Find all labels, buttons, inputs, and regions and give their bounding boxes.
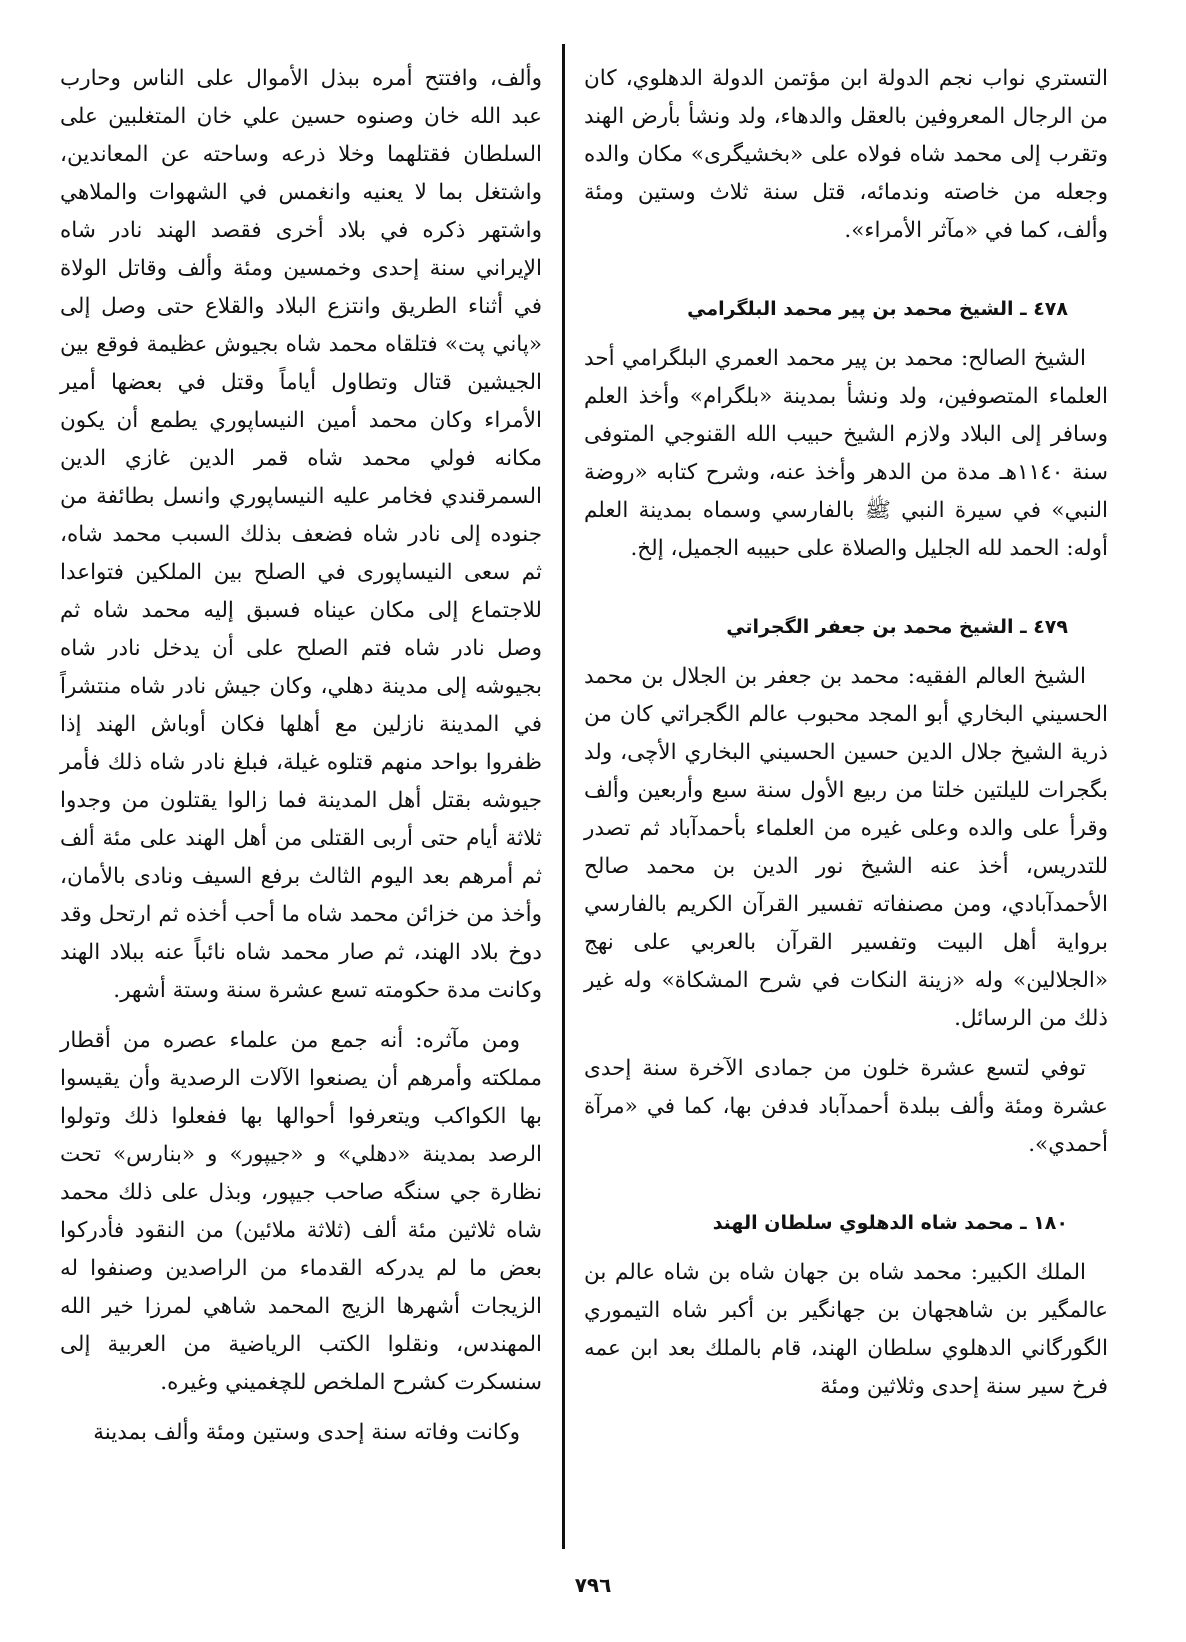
- entry-heading-478: ٤٧٨ ـ الشيخ محمد بن پير محمد البلگرامي: [687, 298, 1068, 320]
- entry-480-paragraph: الملك الكبير: محمد شاه بن جهان شاه بن شاه عالم بن عالمگير بن شاهجهان بن جهانگير بن أكبر شاه التيموري الگورگاني الدهلوي سلطان الهند، قام بالملك بعد ابن عمه فرخ سير سنة إحدى وثلاثين ومئة: [584, 1260, 1108, 1399]
- entry-478-paragraph: الشيخ الصالح: محمد بن پير محمد العمري البلگرامي أحد العلماء المتصوفين، ولد ونشأ بمدينة «بلگرام» وأخذ العلم وسافر إلى البلاد ولازم الشيخ حبيب الله القنوجي المتوفى سنة ١١٤٠هـ مدة من الدهر وأخذ عنه، وشرح كتابه «روضة النبي» في سيرة النبي ﷺ بالفارسي وسماه بمدينة العلم أوله: الحمد لله الجليل والصلاة على حبيبه الجميل، إلخ.: [584, 346, 1108, 561]
- entry-479-paragraph-1: الشيخ العالم الفقيه: محمد بن جعفر بن الجلال بن محمد الحسيني البخاري أبو المجد محبوب عالم الگجراتي كان من ذرية الشيخ جلال الدين حسين الحسيني البخاري الأچى، ولد بگجرات لليلتين خلتا من ربيع الأول سنة سبع وأربعين وألف وقرأ على والده وعلى غيره من العلماء بأحمدآباد ثم تصدر للتدريس، أخذ عنه الشيخ نور الدين بن محمد صالح الأحمدآبادي، ومن مصنفاته تفسير القرآن الكريم بالفارسي برواية أهل البيت وتفسير القرآن بالعربي على نهج «الجلالين» وله «زينة النكات في شرح المشكاة» وله غير ذلك من الرسائل.: [584, 664, 1108, 1031]
- column-divider: [562, 44, 565, 1549]
- entry-heading-479: ٤٧٩ ـ الشيخ محمد بن جعفر الگجراتي: [726, 616, 1068, 638]
- entry-479-paragraph-2: توفي لتسع عشرة خلون من جمادى الآخرة سنة إحدى عشرة ومئة وألف ببلدة أحمدآباد فدفن بها، كما في «مرآة أحمدي».: [584, 1056, 1108, 1157]
- left-paragraph-3: وكانت وفاته سنة إحدى وستين ومئة وألف بمدينة: [93, 1420, 520, 1445]
- left-paragraph-2: ومن مآثره: أنه جمع من علماء عصره من أقطار مملكته وأمرهم أن يصنعوا الآلات الرصدية وأن يقيسوا بها الكواكب ويتعرفوا أحوالها بها ففعلوا ذلك وتولوا الرصد بمدينة «دهلي» و «جيپور» و «بنارس» تحت نظارة جي سنگه صاحب جيپور، وبذل على ذلك محمد شاه ثلاثين مئة ألف (ثلاثة ملائين) من النقود فأدركوا بعض ما لم يدركه القدماء من الراصدين وصنفوا له الزيجات أشهرها الزيج المحمد شاهي لمرزا خير الله المهندس، ونقلوا الكتب الرياضية من العربية إلى سنسكرت كشرح الملخص للچغميني وغيره.: [60, 1028, 542, 1395]
- intro-paragraph: التستري نواب نجم الدولة ابن مؤتمن الدولة الدهلوي، كان من الرجال المعروفين بالعقل والدهاء، ولد ونشأ بأرض الهند وتقرب إلى محمد شاه فولاه على «بخشيگرى» مكان والده وجعله من خاصته وندمائه، قتل سنة ثلاث وستين ومئة وألف، كما في «مآثر الأمراء».: [584, 66, 1108, 243]
- left-paragraph-1: وألف، وافتتح أمره ببذل الأموال على الناس وحارب عبد الله خان وصنوه حسين علي خان المتغلبين على السلطان فقتلهما وخلا ذرعه وساحته عن المعاندين، واشتغل بما لا يعنيه وانغمس في الشهوات والملاهي واشتهر ذكره في بلاد أخرى فقصد الهند نادر شاه الإيراني سنة إحدى وخمسين ومئة وألف وقاتل الولاة في أثناء الطريق وانتزع البلاد والقلاع حتى وصل إلى «پاني پت» فتلقاه محمد شاه بجيوش عظيمة فوقع بين الجيشين قتال وتطاول أياماً وقتل في بعضها أمير الأمراء وكان محمد أمين النيساپوري يطمع أن يكون مكانه فولي محمد شاه قمر الدين غازي الدين السمرقندي فخامر عليه النيساپوري وانسل بطائفة من جنوده إلى نادر شاه فضعف بذلك السبب محمد شاه، ثم سعى النيساپورى في الصلح بين الملكين فتواعدا للاجتماع إلى مكان عيناه فسبق إليه محمد شاه ثم وصل نادر شاه فتم الصلح على أن يدخل نادر شاه بجيوشه إلى مدينة دهلي، وكان جيش نادر شاه منتشراً في المدينة نازلين مع أهلها فكان أوباش الهند إذا ظفروا بواحد منهم قتلوه غيلة، فبلغ نادر شاه ذلك فأمر جيوشه بقتل أهل المدينة فما زالوا يقتلون من وجدوا ثلاثة أيام حتى أربى القتلى من أهل الهند على مئة ألف ثم أمرهم بعد اليوم الثالث برفع السيف ونادى بالأمان، وأخذ من خزائن محمد شاه ما أحب أخذه ثم ارتحل وقد دوخ بلاد الهند، ثم صار محمد شاه نائباً عنه ببلاد الهند وكانت مدة حكومته تسع عشرة سنة وستة أشهر.: [60, 66, 542, 1003]
- right-column: [584, 60, 1108, 1418]
- left-column: [60, 60, 542, 1464]
- entry-heading-480: ١٨٠ ـ محمد شاه الدهلوي سلطان الهند: [712, 1212, 1068, 1234]
- page-number: ٧٩٦: [574, 1573, 612, 1597]
